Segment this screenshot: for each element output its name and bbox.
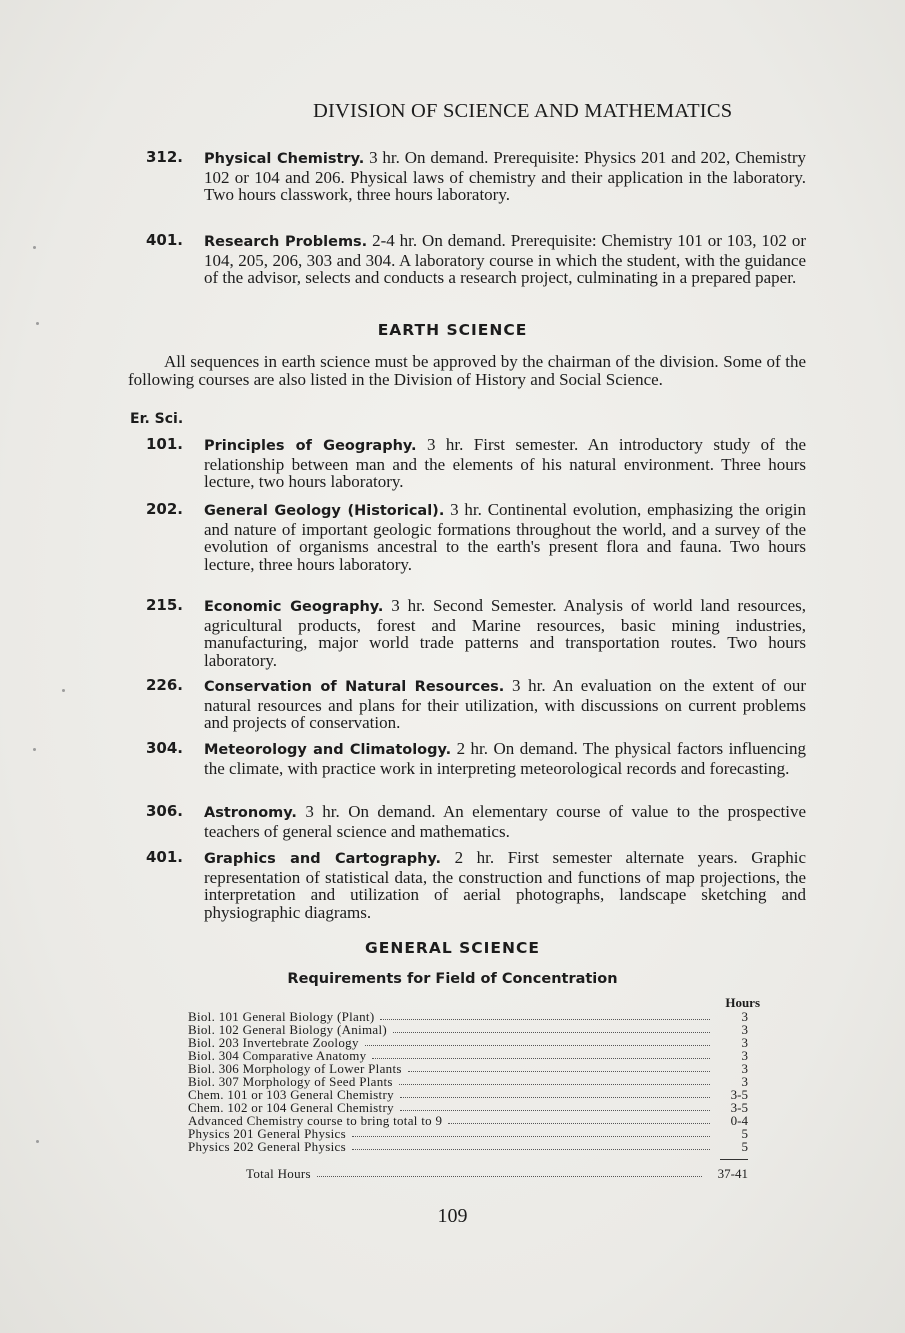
- requirement-hours: 3: [741, 1074, 748, 1089]
- scan-speck: [36, 322, 39, 325]
- requirement-label: Biol. 101 General Biology (Plant): [188, 1009, 375, 1024]
- course-prefix: Er. Sci.: [130, 411, 184, 427]
- scan-speck: [36, 1140, 39, 1143]
- course-description: 3 hr. Continental evolution, emphasizing the origin and nature of important geologic formations throughout the world, and a survey of the evolution of organisms ancestral to the earth's present flora and fauna. Two hours lecture, three hours laboratory.: [204, 500, 807, 574]
- requirement-hours: 3-5: [730, 1087, 748, 1102]
- course-description: 3 hr. First semester. An introductory study of the relationship between man and the elements of his natural environment. Three hours lecture, two hours laboratory.: [204, 435, 806, 491]
- requirement-hours: 5: [741, 1126, 748, 1141]
- course-entry: [146, 232, 806, 287]
- course-number: 215.: [146, 596, 184, 614]
- requirement-hours: 3: [741, 1009, 748, 1024]
- section-heading-general-science: GENERAL SCIENCE: [365, 939, 540, 957]
- requirement-hours: 0-4: [730, 1113, 748, 1128]
- hours-column-header: Hours: [725, 995, 760, 1010]
- requirement-hours: 3: [741, 1048, 748, 1063]
- course-entry: [146, 597, 806, 669]
- course-number: 304.: [146, 739, 184, 757]
- scan-speck: [62, 689, 65, 692]
- course-entry: [146, 803, 806, 840]
- total-row: [246, 1167, 748, 1180]
- requirements-subheading: Requirements for Field of Concentration: [287, 971, 618, 987]
- running-head: DIVISION OF SCIENCE AND MATHEMATICS: [313, 100, 733, 122]
- course-entry: [146, 677, 806, 732]
- requirement-hours: 3: [741, 1022, 748, 1037]
- course-number: 312.: [146, 148, 184, 166]
- course-number: 202.: [146, 500, 184, 518]
- course-number: 306.: [146, 802, 184, 820]
- course-description: 3 hr. On demand. An elementary course of value to the prospective teachers of general science and mathematics.: [204, 802, 806, 841]
- total-rule: [720, 1159, 748, 1160]
- total-hours: 37-41: [717, 1166, 748, 1181]
- course-description: 3 hr. An evaluation on the extent of our natural resources and plans for their utilization, with discussions on current problems and projects of conservation.: [204, 676, 807, 732]
- course-title: Meteorology and Climatology.: [204, 742, 452, 758]
- earth-science-intro: All sequences in earth science must be approved by the chairman of the division. Some of the following courses are also listed in the Division of History and Social Science.: [128, 352, 806, 389]
- course-entry: [146, 436, 806, 491]
- requirement-label: Physics 201 General Physics: [188, 1126, 346, 1141]
- course-number: 101.: [146, 435, 184, 453]
- requirement-label: Biol. 306 Morphology of Lower Plants: [188, 1061, 402, 1076]
- course-entry: [146, 849, 806, 921]
- page-number: 109: [437, 1205, 468, 1227]
- course-title: Research Problems.: [204, 234, 368, 250]
- course-entry: [146, 501, 806, 573]
- requirement-label: Biol. 304 Comparative Anatomy: [188, 1048, 367, 1063]
- requirement-hours: 5: [741, 1139, 748, 1154]
- requirement-label: Biol. 203 Invertebrate Zoology: [188, 1035, 359, 1050]
- course-number: 226.: [146, 676, 184, 694]
- course-title: Economic Geography.: [204, 599, 384, 615]
- requirement-hours: 3: [741, 1035, 748, 1050]
- course-description: 3 hr. Second Semester. Analysis of world land resources, agricultural products, forest and Marine resources, basic mining industries, manufacturing, major world trade patterns and transportation routes. Two hours laboratory.: [204, 596, 806, 670]
- course-title: Conservation of Natural Resources.: [204, 679, 505, 695]
- requirement-label: Advanced Chemistry course to bring total to 9: [188, 1113, 443, 1128]
- course-description: 2 hr. On demand. The physical factors influencing the climate, with practice work in interpreting meteorological records and forecasting.: [204, 739, 806, 778]
- requirement-label: Biol. 307 Morphology of Seed Plants: [188, 1074, 393, 1089]
- total-label: Total Hours: [246, 1166, 311, 1181]
- requirement-label: Physics 202 General Physics: [188, 1139, 346, 1154]
- course-title: General Geology (Historical).: [204, 503, 445, 519]
- course-entry: [146, 740, 806, 777]
- section-heading-earth-science: EARTH SCIENCE: [377, 321, 528, 339]
- course-number: 401.: [146, 848, 184, 866]
- requirement-label: Biol. 102 General Biology (Animal): [188, 1022, 388, 1037]
- table-row: [188, 1140, 748, 1153]
- requirement-label: Chem. 101 or 103 General Chemistry: [188, 1087, 394, 1102]
- course-number: 401.: [146, 231, 184, 249]
- course-entry: [146, 149, 806, 204]
- course-description: 2 hr. First semester alternate years. Graphic representation of statistical data, the construction and functions of map projections, the interpretation and utilization of aerial photographs, landscape sketching and physiographic diagrams.: [204, 848, 806, 922]
- course-title: Principles of Geography.: [204, 438, 417, 454]
- course-title: Graphics and Cartography.: [204, 851, 442, 867]
- requirement-hours: 3: [741, 1061, 748, 1076]
- course-description: 2-4 hr. On demand. Prerequisite: Chemistry 101 or 103, 102 or 104, 205, 206, 303 and 304. A laboratory course in which the student, with the guidance of the advisor, selects and conducts a research project, culminating in a prepared paper.: [204, 231, 806, 287]
- course-title: Astronomy.: [204, 805, 297, 821]
- requirement-label: Chem. 102 or 104 General Chemistry: [188, 1100, 394, 1115]
- scan-speck: [33, 748, 36, 751]
- course-description: 3 hr. On demand. Prerequisite: Physics 201 and 202, Chemistry 102 or 104 and 206. Physical laws of chemistry and their application in the laboratory. Two hours classwork, three hours laboratory.: [204, 148, 806, 204]
- requirement-hours: 3-5: [730, 1100, 748, 1115]
- course-title: Physical Chemistry.: [204, 151, 365, 167]
- scan-speck: [33, 246, 36, 249]
